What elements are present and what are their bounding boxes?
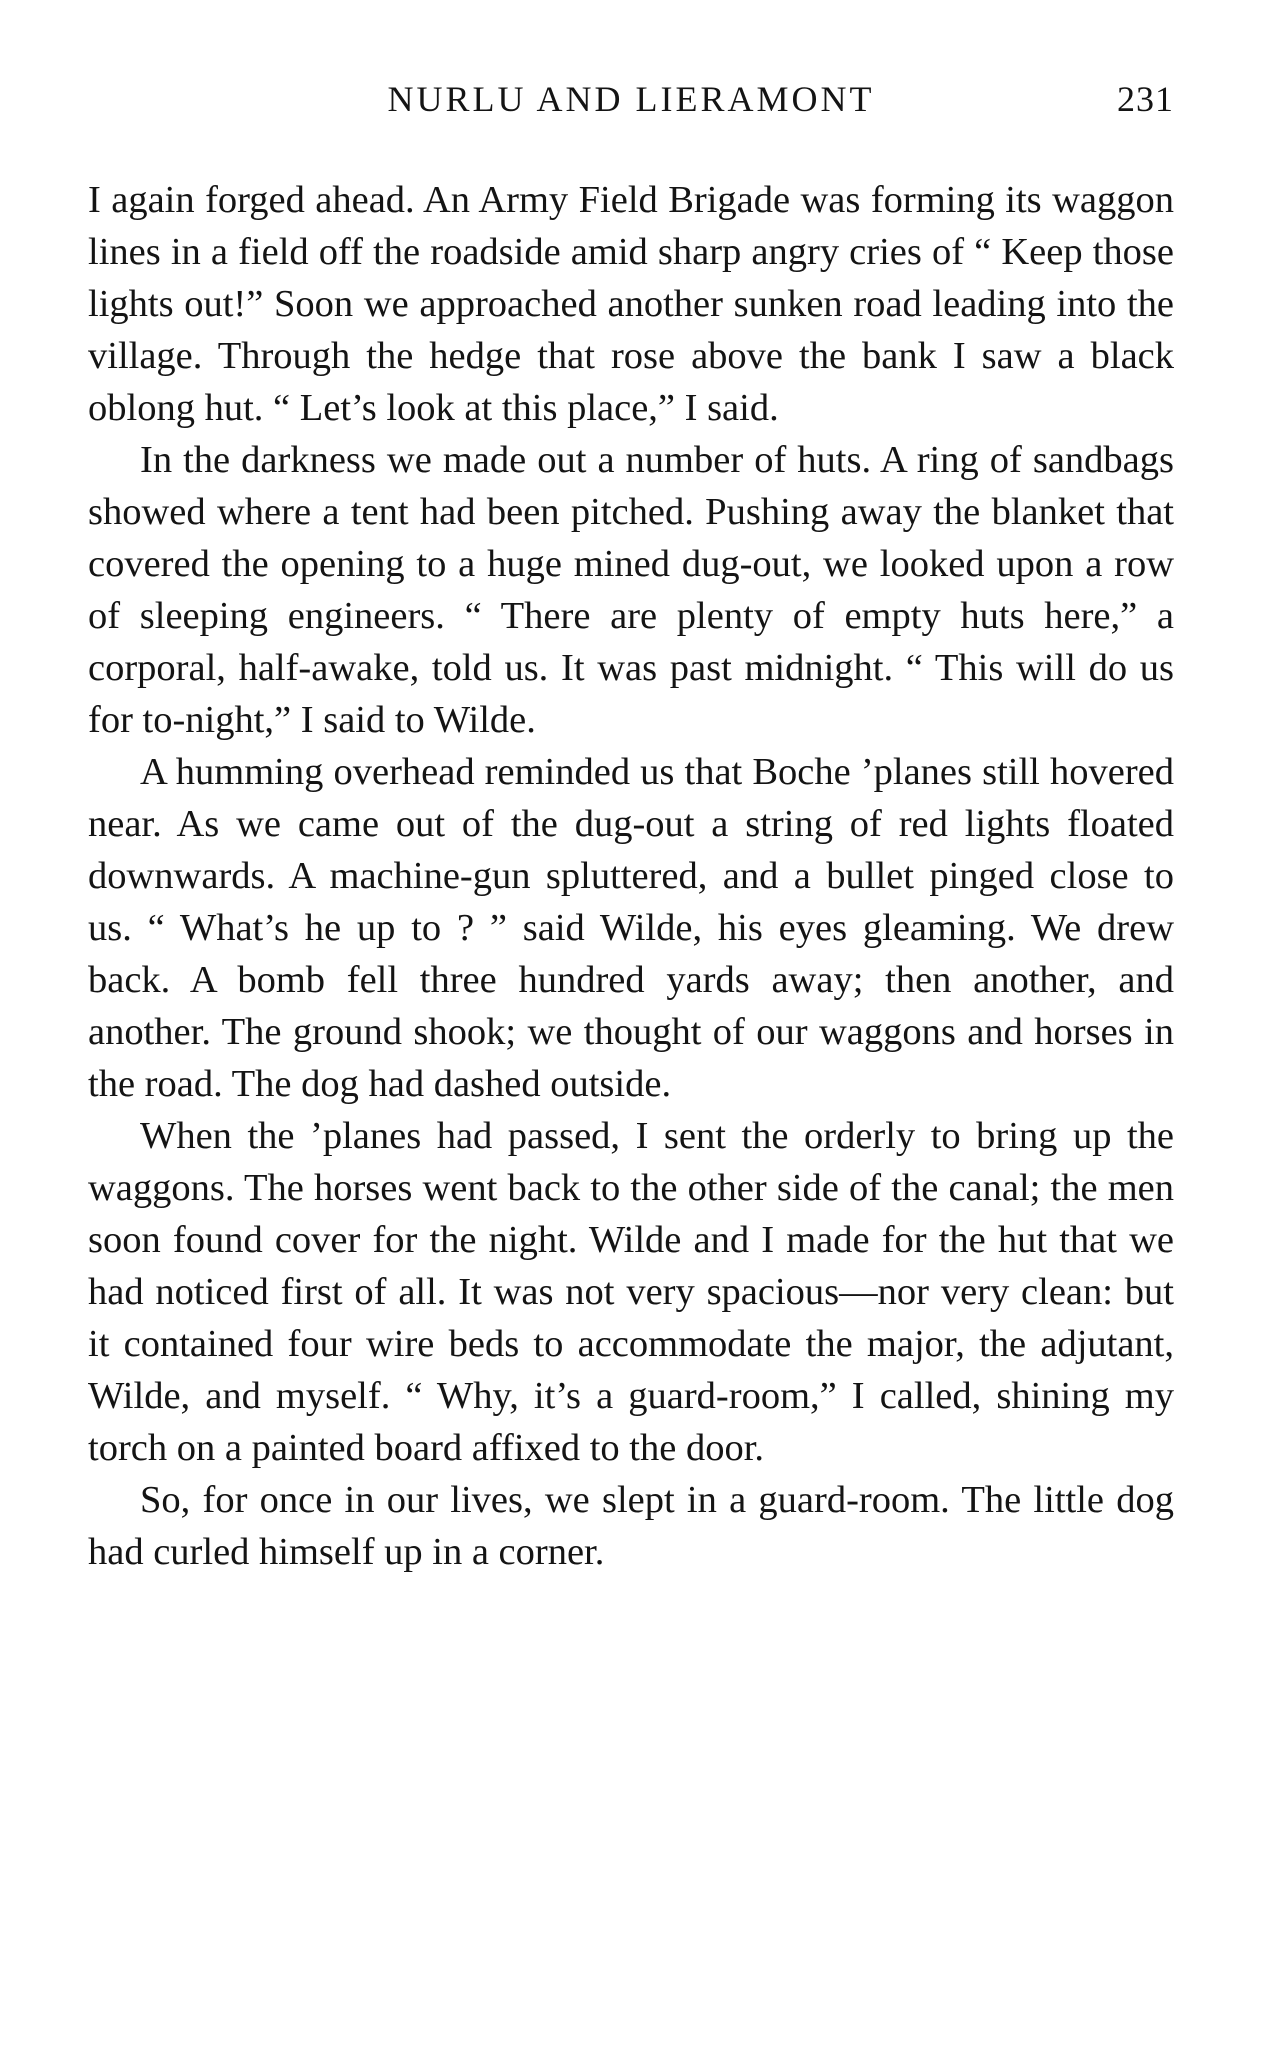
paragraph-4: When the ’planes had passed, I sent the orderly to bring up the waggons. The horses went back to the other side of the canal; the men soon found cover for the night. Wilde and I made for the hut that we had noticed first of all. It was not very spacious—nor very clean: but it contained four wire beds to accommodate the major, the adjutant, Wilde, and myself. “ Why, it’s a guard-room,” I called, shining my torch on a painted board affixed to the door. xyxy=(88,1115,1174,1469)
book-page xyxy=(88,70,1174,1578)
paragraph-5: So, for once in our lives, we slept in a guard-room. The little dog had curled himself up in a corner. xyxy=(88,1479,1174,1573)
paragraph-2: In the darkness we made out a number of huts. A ring of sandbags showed where a tent had been pitched. Pushing away the blanket that covered the opening to a huge mined dug-out, we looked upon a row of sleeping engineers. “ There are plenty of empty huts here,” a corporal, half-awake, told us. It was past midnight. “ This will do us for to-night,” I said to Wilde. xyxy=(88,439,1174,741)
running-title: NURLU AND LIERAMONT xyxy=(387,79,875,119)
page-number: 231 xyxy=(1117,79,1174,119)
body-text xyxy=(88,174,1174,1578)
paragraph-1: I again forged ahead. An Army Field Brigade was forming its waggon lines in a field off the roadside amid sharp angry cries of “ Keep those lights out!” Soon we approached another sunken road leading into the village. Through the hedge that rose above the bank I saw a black oblong hut. “ Let’s look at this place,” I said. xyxy=(88,179,1174,429)
paragraph-3: A humming overhead reminded us that Boche ’planes still hovered near. As we came out of the dug-out a string of red lights floated downwards. A machine-gun spluttered, and a bullet pinged close to us. “ What’s he up to ? ” said Wilde, his eyes gleaming. We drew back. A bomb fell three hundred yards away; then another, and another. The ground shook; we thought of our waggons and horses in the road. The dog had dashed outside. xyxy=(88,751,1174,1105)
running-head xyxy=(88,70,1174,130)
